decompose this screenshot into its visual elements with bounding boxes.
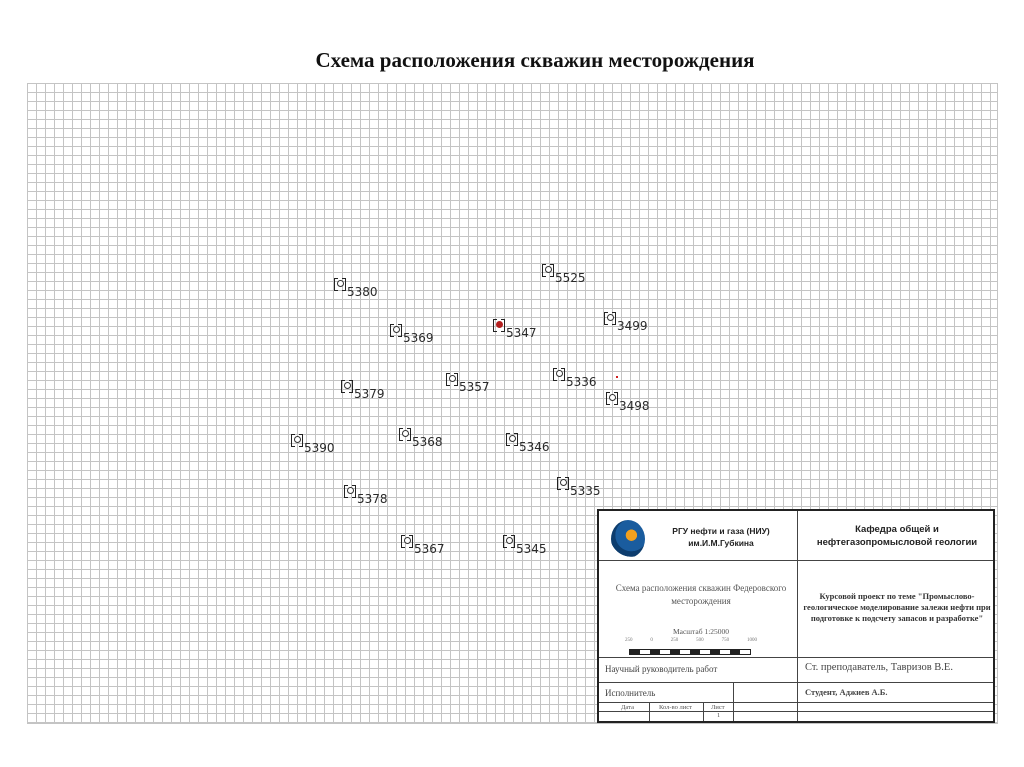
university-name: РГУ нефти и газа (НИУ) им.И.М.Губкина — [672, 526, 770, 548]
well-5335 — [557, 477, 601, 497]
well-5336 — [553, 368, 597, 388]
well-label: 5347 — [506, 326, 537, 340]
executor-role: Исполнитель — [605, 688, 656, 698]
well-marker-icon — [401, 535, 413, 547]
project-title: Курсовой проект по теме "Промыслово-геологическое моделирование залежи нефти при подготовке к подсчету запасов и разработке" — [803, 591, 991, 623]
well-label: 5346 — [519, 440, 550, 454]
well-marker-icon — [553, 368, 565, 380]
well-5345 — [503, 535, 547, 555]
sheet-label: Лист — [711, 704, 725, 711]
supervisor-name: Ст. преподаватель, Тавризов В.Е. — [805, 662, 953, 673]
well-label: 5335 — [570, 484, 601, 498]
stamp-line — [599, 657, 993, 658]
stamp-line — [599, 682, 993, 683]
well-marker-icon — [506, 433, 518, 445]
page-title: Схема расположения скважин месторождения — [315, 48, 755, 72]
well-3498 — [606, 392, 650, 412]
scale-tick: 500 — [696, 638, 704, 643]
well-marker-icon — [604, 312, 616, 324]
stamp-line — [797, 703, 798, 721]
well-marker-icon — [399, 428, 411, 440]
scale-tick: 1000 — [746, 638, 757, 643]
well-label: 5378 — [357, 492, 388, 506]
university-logo — [611, 520, 645, 558]
well-5357 — [446, 373, 490, 393]
well-label: 5380 — [347, 285, 378, 299]
well-5379 — [341, 380, 385, 400]
well-5378 — [344, 485, 388, 505]
scale-tick: 250 — [625, 638, 633, 643]
well-label: 3499 — [617, 319, 648, 333]
well-label: 5369 — [403, 331, 434, 345]
scale-tick: 0 — [650, 638, 653, 643]
well-5390 — [291, 434, 335, 454]
department-name: Кафедра общей и нефтегазопромысловой геологии — [816, 524, 978, 548]
stamp-line — [649, 703, 650, 721]
sheet-number: 1 — [717, 712, 721, 719]
stamp-line — [797, 511, 798, 703]
well-marker-icon — [493, 319, 505, 331]
well-marker-icon — [390, 324, 402, 336]
well-label: 5379 — [354, 387, 385, 401]
well-5369 — [390, 324, 434, 344]
scale-tick: 250 — [670, 638, 679, 643]
red-point-marker — [616, 376, 618, 378]
well-label: 5367 — [414, 542, 445, 556]
well-marker-icon — [344, 485, 356, 497]
well-marker-icon — [341, 380, 353, 392]
title-block — [597, 509, 995, 723]
well-label: 5390 — [304, 441, 335, 455]
well-5525 — [542, 264, 586, 284]
well-marker-icon — [606, 392, 618, 404]
well-marker-icon — [291, 434, 303, 446]
student-name: Студент, Аджиев А.Б. — [805, 687, 888, 697]
well-label: 5357 — [459, 380, 490, 394]
well-5347 — [493, 319, 537, 339]
well-marker-icon — [334, 278, 346, 290]
date-label: Дата — [621, 704, 634, 711]
stamp-line — [599, 711, 993, 712]
stamp-line — [599, 702, 993, 703]
well-label: 3498 — [619, 399, 650, 413]
well-3499 — [604, 312, 648, 332]
well-label: 5368 — [412, 435, 443, 449]
well-5346 — [506, 433, 550, 453]
well-marker-icon — [503, 535, 515, 547]
sheet-count-label: Кол-во лист — [659, 704, 692, 711]
scale-ticks — [625, 638, 757, 643]
supervisor-role: Научный руководитель работ — [605, 664, 718, 674]
scale-tick: 750 — [721, 638, 730, 643]
scheme-caption: Схема расположения скважин Федеровского месторождения — [615, 583, 787, 606]
stamp-line — [703, 703, 704, 721]
well-5367 — [401, 535, 445, 555]
well-label: 5336 — [566, 375, 597, 389]
well-label: 5525 — [555, 271, 586, 285]
well-5368 — [399, 428, 443, 448]
stamp-line — [599, 560, 993, 561]
stamp-line — [733, 683, 734, 721]
scale-bar — [629, 649, 751, 655]
well-label: 5345 — [516, 542, 547, 556]
well-marker-icon — [542, 264, 554, 276]
well-marker-icon — [446, 373, 458, 385]
scale-label: Масштаб 1:25000 — [672, 627, 730, 636]
well-marker-icon — [557, 477, 569, 489]
well-5380 — [334, 278, 378, 298]
